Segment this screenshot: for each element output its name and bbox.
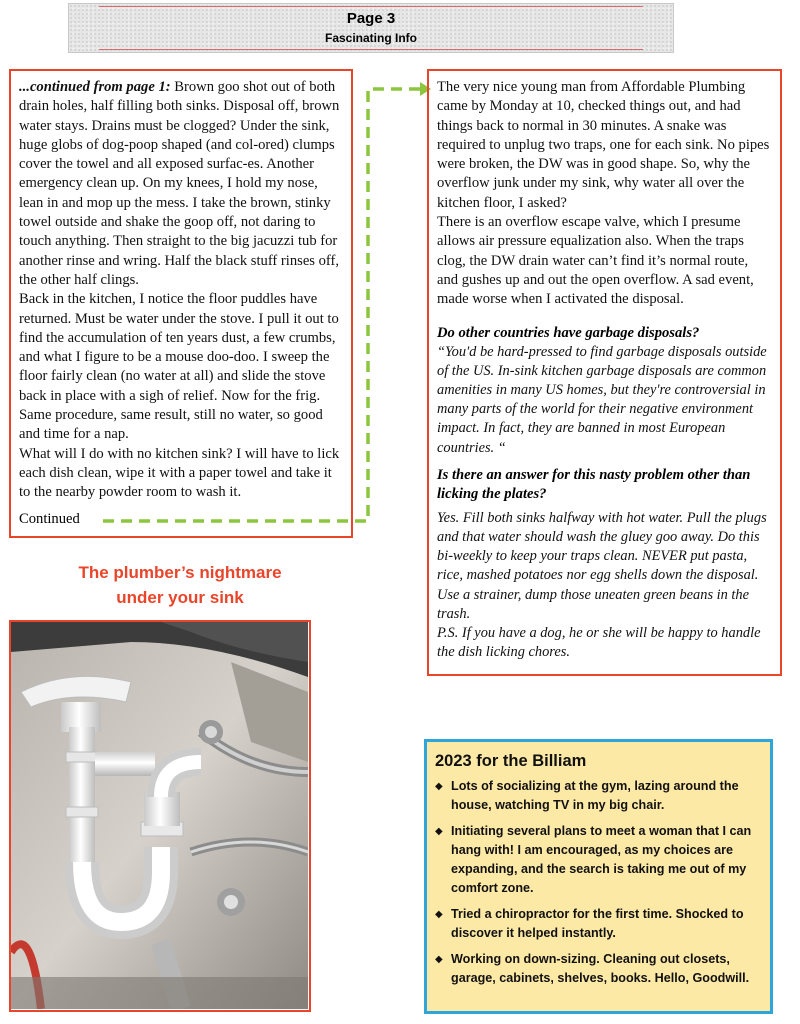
billiam-list [435,777,762,988]
diamond-bullet-icon: ◆ [435,954,443,965]
list-item-text: Working on down-sizing. Cleaning out closets, garage, cabinets, shelves, books. Hello, Goodwill. [451,952,750,985]
billiam-title: 2023 for the Billiam [435,752,587,770]
plumbing-photo [9,620,311,1012]
diamond-bullet-icon: ◆ [435,909,443,920]
list-item-text: Initiating several plans to meet a woman that I can hang with! I am encouraged, as my choices are expanding, and the search is taking me out of my comfort zone. [451,824,752,895]
list-item [435,950,762,988]
answer-1: “You'd be hard-pressed to find garbage disposals outside of the US. In-sink kitchen garbage disposals are common amenities in many US homes, but they're controversial in many parts of the world for their negative environment impact. In fact, they are banned in most European countries. “ [437,343,767,456]
list-item [435,822,762,898]
right-article-text [437,78,772,310]
right-paragraph-1: The very nice young man from Affordable Plumbing came by Monday at 10, checked things out, and had things back to normal in 30 minutes. A snake was required to unplug two traps, one for each sink. No pipes were broken, the DW was in good shape. So, why the overflow junk under my sink, why water all over the kitchen floor, I asked? [437,79,770,211]
list-item [435,905,762,943]
diamond-bullet-icon: ◆ [435,826,443,837]
right-article-box [427,69,782,676]
list-item-text: Tried a chiropractor for the first time. Shocked to discover it helped instantly. [451,907,744,940]
postscript: P.S. If you have a dog, he or she will be happy to handle the dish licking chores. [437,625,761,661]
question-2: Is there an answer for this nasty problem other than licking the plates? [437,466,751,502]
continued-label: Continued [19,511,80,527]
caption-line-2: under your sink [116,588,244,607]
page-number: Page 3 [346,10,396,27]
answer-2: Yes. Fill both sinks halfway with hot water. Pull the plugs and that water should wash the gluey goo away. Do this bi-weekly to keep your traps clean. NEVER put pasta, rice, mashed potatoes nor egg shells down the disposal. Use a strainer, dump those uneaten green beans in the trash. [437,509,767,622]
caption-line-1: The plumber’s nightmare [78,563,282,582]
question-1: Do other countries have garbage disposals? [437,324,700,341]
photo-caption [10,560,350,610]
lead-in: ...continued from page 1: [19,79,171,95]
list-item [435,777,762,815]
section-title: Fascinating Info [324,31,417,45]
left-paragraph-3: What will I do with no kitchen sink? I will have to lick each dish clean, wipe it with a paper towel and take it to the nearby powder room to wash it. [19,445,340,501]
billiam-2023-box [424,739,773,1014]
sink-trap-illustration [11,622,308,1009]
diamond-bullet-icon: ◆ [435,781,443,792]
left-paragraph-2: Back in the kitchen, I notice the floor puddles have returned. Must be water under the stove. I pull it out to find the accumulation of ten years dust, a few crumbs, and what I figure to be a mouse doo-doo. I sweep the floor fairly clean (no water at all) and slide the stove back in place with a sigh of relief. Now for the frig. Same procedure, same result, still no water, so good and time for a nap. [19,291,339,443]
left-paragraph-1-text: Brown goo shot out of both drain holes, half filling both sinks. Disposal off, brown water stays. Drains must be clogged? Under the sink, huge globs of dog-poop shaped (and col-ored) clumps cover the towel and all exposed surfac-es. Another emergency clean up. On my knees, I hold my nose, lean in and mop up the mess. I take the brown, stinky towel outside and shake the goop off, not daring to touch anything. Then straight to the big jacuzzi tub for another rinse and wring. Half the black stuff rinses off, the other half clings. [19,79,340,288]
list-item-text: Lots of socializing at the gym, lazing around the house, watching TV in my big chair. [451,779,739,812]
right-paragraph-2: There is an overflow escape valve, which I presume allows air pressure equalization also. When the traps clog, the DW drain water can’t find it’s normal route, and gushes up and out the open overflow. A sad event, made worse when I activated the disposal. [437,214,754,308]
